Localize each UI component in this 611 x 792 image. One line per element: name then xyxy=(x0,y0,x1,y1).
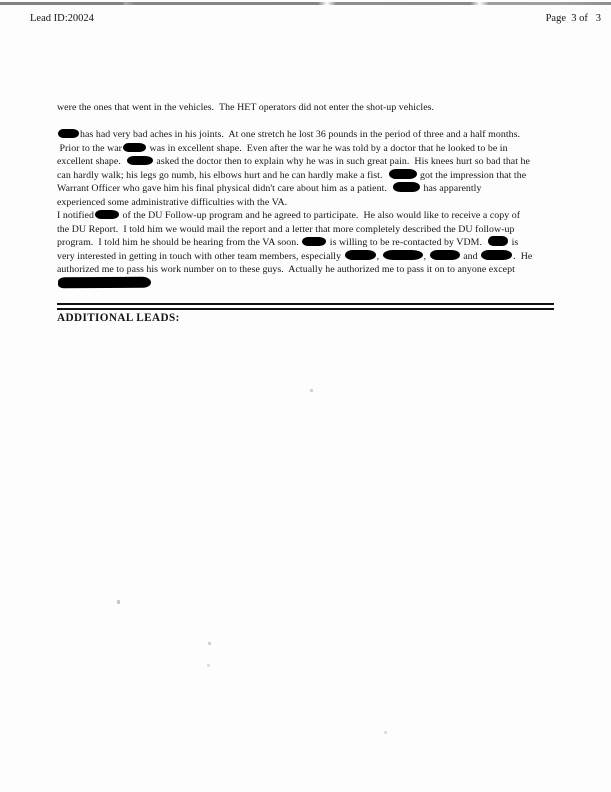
text-segment: can hardly walk; his legs go numb, his elbows hurt and he can hardly make a fist. xyxy=(57,169,388,181)
text-segment: , xyxy=(376,250,382,262)
text-segment: , xyxy=(423,250,429,262)
redaction-bar xyxy=(383,250,423,260)
text-line xyxy=(57,142,557,156)
paragraph-vehicles xyxy=(57,101,557,115)
redaction-bar xyxy=(123,143,146,152)
text-segment: of the DU Follow-up program and he agreed to participate. He also would like to receive a copy of xyxy=(119,210,521,221)
text-line xyxy=(57,209,557,223)
redaction-bar xyxy=(389,169,417,179)
redaction-bar xyxy=(95,210,119,219)
text-segment: experienced some administrative difficulties with the VA. xyxy=(57,196,288,208)
scan-speck xyxy=(207,664,210,667)
paragraph-health-complaints xyxy=(57,128,557,210)
scan-artifact-line xyxy=(0,2,611,5)
text-segment: is xyxy=(509,237,519,249)
text-segment: very interested in getting in touch with other team members, especially xyxy=(57,250,344,262)
additional-leads-heading: ADDITIONAL LEADS: xyxy=(57,312,180,324)
text-line xyxy=(57,128,557,142)
redaction-bar xyxy=(302,237,326,246)
text-segment: program. I told him he should be hearing from the VA soon. xyxy=(57,237,302,249)
text-line xyxy=(57,196,557,210)
text-line xyxy=(57,223,557,237)
text-segment: Warrant Officer who gave him his final physical didn't care about him as a patient. xyxy=(57,183,392,195)
scan-speck xyxy=(117,600,120,604)
text-segment: has apparently xyxy=(420,183,482,195)
redaction-bar xyxy=(393,182,420,192)
redaction-bar xyxy=(430,250,460,260)
redaction-bar xyxy=(488,236,508,246)
text-segment: . He xyxy=(513,250,533,262)
scan-speck xyxy=(384,731,387,734)
section-divider-top xyxy=(57,303,554,305)
redaction-bar xyxy=(58,277,151,289)
redaction-bar xyxy=(345,250,376,260)
text-line xyxy=(57,101,557,115)
paragraph-du-followup xyxy=(57,209,557,291)
page-header xyxy=(0,13,611,29)
text-line xyxy=(57,263,557,277)
text-segment: has had very bad aches in his joints. At one stretch he lost 36 pounds in the period of three and a half months. xyxy=(80,129,521,140)
text-line xyxy=(57,277,557,291)
scan-speck xyxy=(208,642,211,645)
page-number-label: Page 3 of 3 xyxy=(545,13,601,24)
text-segment: Prior to the war xyxy=(57,142,123,154)
text-line xyxy=(57,250,557,264)
text-line xyxy=(57,169,557,183)
text-segment: were the ones that went in the vehicles. The HET operators did not enter the shot-up vehicles. xyxy=(57,102,435,113)
text-line xyxy=(57,155,557,169)
text-segment: excellent shape. xyxy=(57,156,126,168)
text-segment: and xyxy=(460,250,481,262)
text-segment: the DU Report. I told him we would mail the report and a letter that more completely described the DU follow-up xyxy=(57,223,515,235)
redaction-bar xyxy=(127,156,153,165)
text-line xyxy=(57,182,557,196)
text-segment: authorized me to pass his work number on to these guys. Actually he authorized me to pass it on to anyone except xyxy=(57,264,515,276)
text-segment: got the impression that the xyxy=(417,169,527,181)
text-line xyxy=(57,236,557,250)
text-segment: I notified xyxy=(57,210,94,221)
text-segment: was in excellent shape. Even after the war he was told by a doctor that he looked to be in xyxy=(147,142,508,154)
lead-id-label: Lead ID:20024 xyxy=(30,13,94,24)
scan-speck xyxy=(310,389,313,392)
redaction-bar xyxy=(58,129,79,138)
redaction-bar xyxy=(481,250,512,260)
text-segment: is willing to be re-contacted by VDM. xyxy=(327,237,488,249)
section-divider-bottom xyxy=(57,308,554,311)
text-segment: asked the doctor then to explain why he was in such great pain. His knees hurt so bad that he xyxy=(153,156,530,168)
